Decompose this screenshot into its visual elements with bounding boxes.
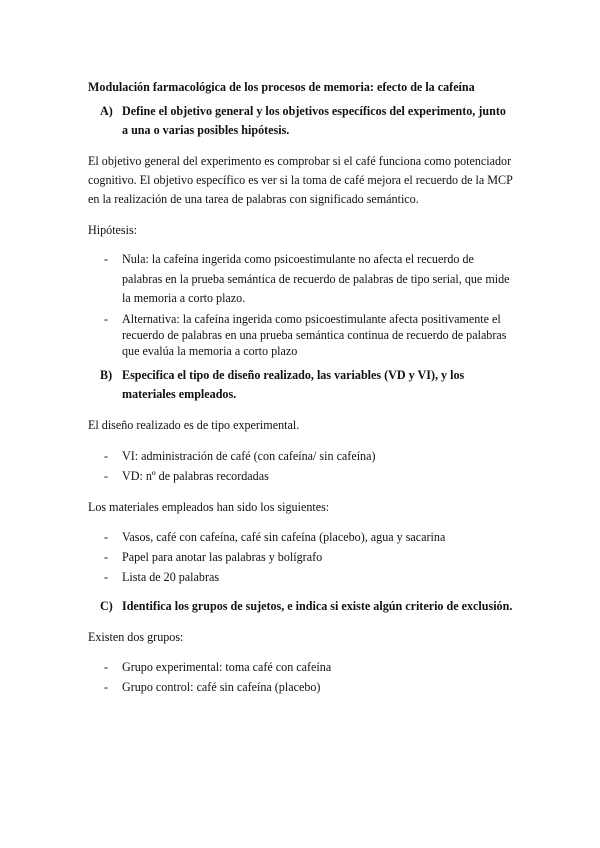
material-item-1: Vasos, café con cafeína, café sin cafeína (placebo), agua y sacarina [122, 530, 446, 544]
bullet-dash: - [104, 469, 109, 483]
materials-label: Los materiales empleados han sido los siguientes: [88, 500, 330, 514]
bullet-dash: - [104, 550, 109, 564]
bullet-dash: - [104, 312, 109, 326]
section-b-heading-line-2: materiales empleados. [122, 387, 237, 401]
material-item-2: Papel para anotar las palabras y bolígrafo [122, 550, 323, 564]
hypothesis-null-line-3: la memoria a corto plazo. [122, 291, 246, 305]
groups-label: Existen dos grupos: [88, 630, 184, 644]
hypothesis-alt-line-3: que evalúa la memoria a corto plazo [122, 344, 298, 358]
bullet-dash: - [104, 252, 109, 266]
section-b-marker: B) [100, 368, 113, 382]
section-c-heading: Identifica los grupos de sujetos, e indica si existe algún criterio de exclusión. [122, 599, 513, 613]
bullet-dash: - [104, 530, 109, 544]
bullet-dash: - [104, 660, 109, 674]
material-item-3: Lista de 20 palabras [122, 570, 220, 584]
bullet-dash: - [104, 570, 109, 584]
objectives-paragraph-line-2: cognitivo. El objetivo específico es ver si la toma de café mejora el recuerdo de la MCP [88, 173, 513, 187]
section-a-marker: A) [100, 104, 113, 118]
section-a-heading-line-1: Define el objetivo general y los objetivos específicos del experimento, junto [122, 104, 506, 118]
bullet-dash: - [104, 680, 109, 694]
variable-vi: VI: administración de café (con cafeína/ sin cafeína) [122, 449, 376, 463]
bullet-dash: - [104, 449, 109, 463]
section-b-heading-line-1: Especifica el tipo de diseño realizado, las variables (VD y VI), y los [122, 368, 465, 382]
group-experimental: Grupo experimental: toma café con cafeína [122, 660, 332, 674]
hypothesis-null-line-2: palabras en la prueba semántica de recuerdo de palabras de tipo serial, que mide [122, 272, 510, 286]
hypothesis-alt-line-1: Alternativa: la cafeína ingerida como psicoestimulante afecta positivamente el [122, 312, 501, 326]
variable-vd: VD: nº de palabras recordadas [122, 469, 269, 483]
hypothesis-alt-line-2: recuerdo de palabras en una prueba semántica continua de recuerdo de palabras [122, 328, 507, 342]
group-control: Grupo control: café sin cafeína (placebo) [122, 680, 321, 694]
hypotheses-label: Hipótesis: [88, 223, 138, 237]
document-title: Modulación farmacológica de los procesos de memoria: efecto de la cafeína [88, 80, 475, 94]
section-c-marker: C) [100, 599, 113, 613]
objectives-paragraph-line-3: en la realización de una tarea de palabras con significado semántico. [88, 192, 419, 206]
design-paragraph: El diseño realizado es de tipo experimental. [88, 418, 300, 432]
objectives-paragraph-line-1: El objetivo general del experimento es comprobar si el café funciona como potenciador [88, 154, 512, 168]
hypothesis-null-line-1: Nula: la cafeína ingerida como psicoestimulante no afecta el recuerdo de [122, 252, 474, 266]
section-a-heading-line-2: a una o varias posibles hipótesis. [122, 123, 290, 137]
